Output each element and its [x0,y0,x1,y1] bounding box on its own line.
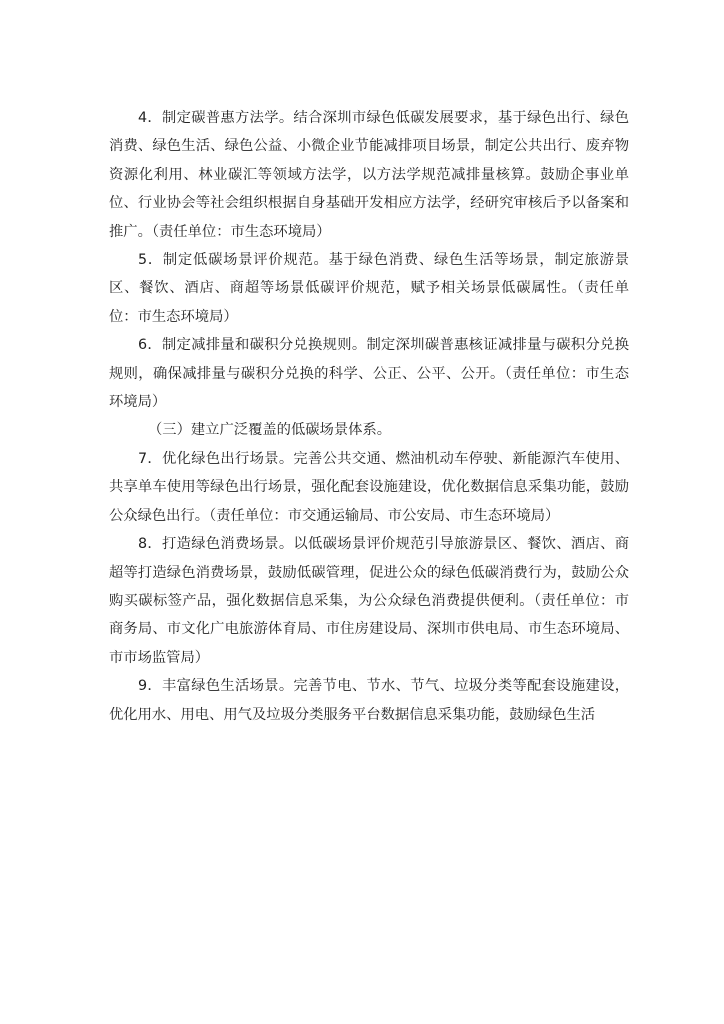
paragraph-item-4: 4．制定碳普惠方法学。结合深圳市绿色低碳发展要求，基于绿色出行、绿色消费、绿色生活、绿色公益、小微企业节能减排项目场景，制定公共出行、废弃物资源化利用、林业碳汇等领域方法学，以方法学规范减排量核算。鼓励企事业单位、行业协会等社会组织根据自身基础开发相应方法学，经研究审核后予以备案和推广。（责任单位：市生态环境局） [109,110,629,240]
paragraph-item-7: 7．优化绿色出行场景。完善公共交通、燃油机动车停驶、新能源汽车使用、共享单车使用等绿色出行场景，强化配套设施建设，优化数据信息采集功能，鼓励公众绿色出行。（责任单位：市交通运输局、市公安局、市生态环境局） [109,450,629,524]
document-page [109,104,629,729]
section-heading-3: （三）建立广泛覆盖的低碳场景体系。 [148,422,392,439]
paragraph-item-6: 6．制定减排量和碳积分兑换规则。制定深圳碳普惠核证减排量与碳积分兑换规则，确保减排量与碳积分兑换的科学、公正、公平、公开。（责任单位：市生态环境局） [109,337,629,411]
paragraph-item-9: 9．丰富绿色生活场景。完善节电、节水、节气、垃圾分类等配套设施建设，优化用水、用电、用气及垃圾分类服务平台数据信息采集功能，鼓励绿色生活 [109,678,629,723]
paragraph-item-5: 5．制定低碳场景评价规范。基于绿色消费、绿色生活等场景，制定旅游景区、餐饮、酒店、商超等场景低碳评价规范，赋予相关场景低碳属性。（责任单位：市生态环境局） [109,252,629,325]
paragraph-item-8: 8．打造绿色消费场景。以低碳场景评价规范引导旅游景区、餐饮、酒店、商超等打造绿色消费场景，鼓励低碳管理，促进公众的绿色低碳消费行为，鼓励公众购买碳标签产品，强化数据信息采集，为公众绿色消费提供便利。（责任单位：市商务局、市文化广电旅游体育局、市住房建设局、深圳市供电局、市生态环境局、市市场监管局） [109,536,629,666]
